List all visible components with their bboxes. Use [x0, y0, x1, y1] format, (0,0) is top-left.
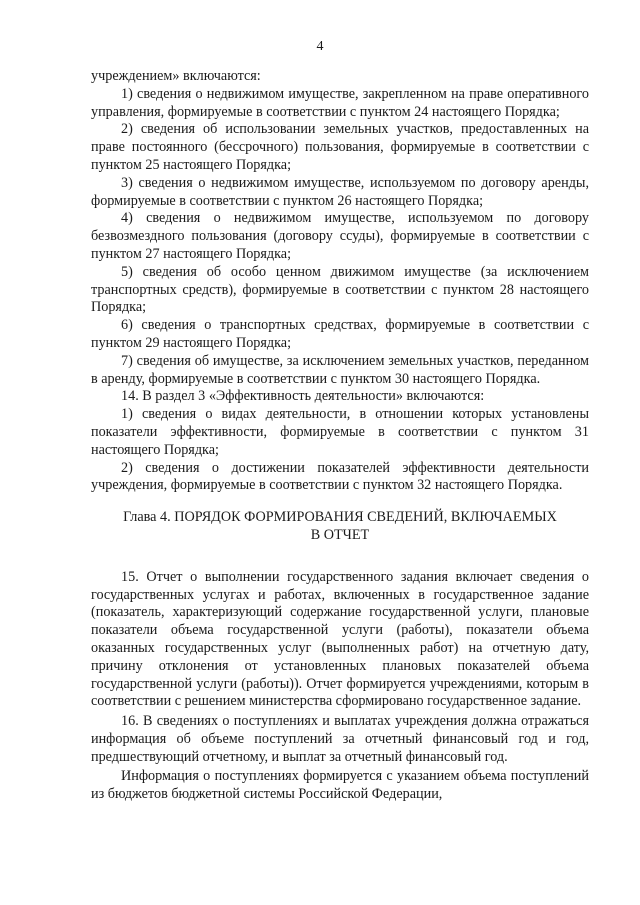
list-item: 1) сведения о недвижимом имуществе, закрепленном на праве оперативного управления, формируемые в соответствии с пунктом 24 настоящего Порядка;	[91, 85, 589, 120]
paragraph: 16. В сведениях о поступлениях и выплатах учреждения должна отражаться информация об объеме поступлений за отчетный финансовый год и год, предшествующий отчетному, и выплат за отчетный финансовый год.	[91, 713, 589, 765]
list-item: 2) сведения об использовании земельных участков, предоставленных на праве постоянного (бессрочного) пользования, формируемые в соответствии с пунктом 25 настоящего Порядка;	[91, 121, 589, 173]
list-item: 2) сведения о достижении показателей эффективности деятельности учреждения, формируемые в соответствии с пунктом 32 настоящего Порядка.	[91, 459, 589, 494]
chapter-heading-line2: В ОТЧЕТ	[310, 526, 370, 543]
paragraph: Информация о поступлениях формируется с указанием объема поступлений из бюджетов бюджетной системы Российской Федерации,	[91, 768, 589, 803]
chapter-heading	[91, 509, 589, 545]
paragraph: учреждением» включаются:	[91, 68, 261, 84]
list-item: 3) сведения о недвижимом имуществе, используемом по договору аренды, формируемые в соответствии с пунктом 26 настоящего Порядка;	[91, 174, 589, 209]
paragraph: 14. В раздел 3 «Эффективность деятельности» включаются:	[121, 388, 485, 405]
page-number: 4	[316, 39, 324, 54]
list-item: 4) сведения о недвижимом имуществе, используемом по договору безвозмездного пользования (договору ссуды), формируемые в соответствии с пунктом 27 настоящего Порядка;	[91, 210, 589, 262]
list-item: 1) сведения о видах деятельности, в отношении которых установлены показатели эффективности, формируемые в соответствии с пунктом 31 настоящего Порядка;	[91, 406, 589, 458]
list-item: 5) сведения об особо ценном движимом имуществе (за исключением транспортных средств), формируемые в соответствии с пунктом 28 настоящего Порядка;	[91, 263, 589, 316]
list-item: 7) сведения об имуществе, за исключением земельных участков, переданном в аренду, формируемые в соответствии с пунктом 30 настоящего Порядка.	[91, 352, 589, 387]
chapter-heading-line1: Глава 4. ПОРЯДОК ФОРМИРОВАНИЯ СВЕДЕНИЙ, ВКЛЮЧАЕМЫХ	[123, 509, 557, 526]
list-item: 6) сведения о транспортных средствах, формируемые в соответствии с пунктом 29 настоящего Порядка;	[91, 317, 589, 351]
document-body	[91, 68, 589, 804]
paragraph: 15. Отчет о выполнении государственного задания включает сведения о государственных услугах и работах, включенных в государственное задание (показатель, характеризующий содержание государственной услуги, плановые показатели объема государственной услуги (работы), показатели объема оказанных государственных услуг (выполненных работ) на отчетную дату, причину отклонения от установленных плановых показателей объема государственной услуги (работы)). Отчет формируется учреждениями, которым в соответствии с решением министерства сформировано государственное задание.	[91, 568, 589, 710]
